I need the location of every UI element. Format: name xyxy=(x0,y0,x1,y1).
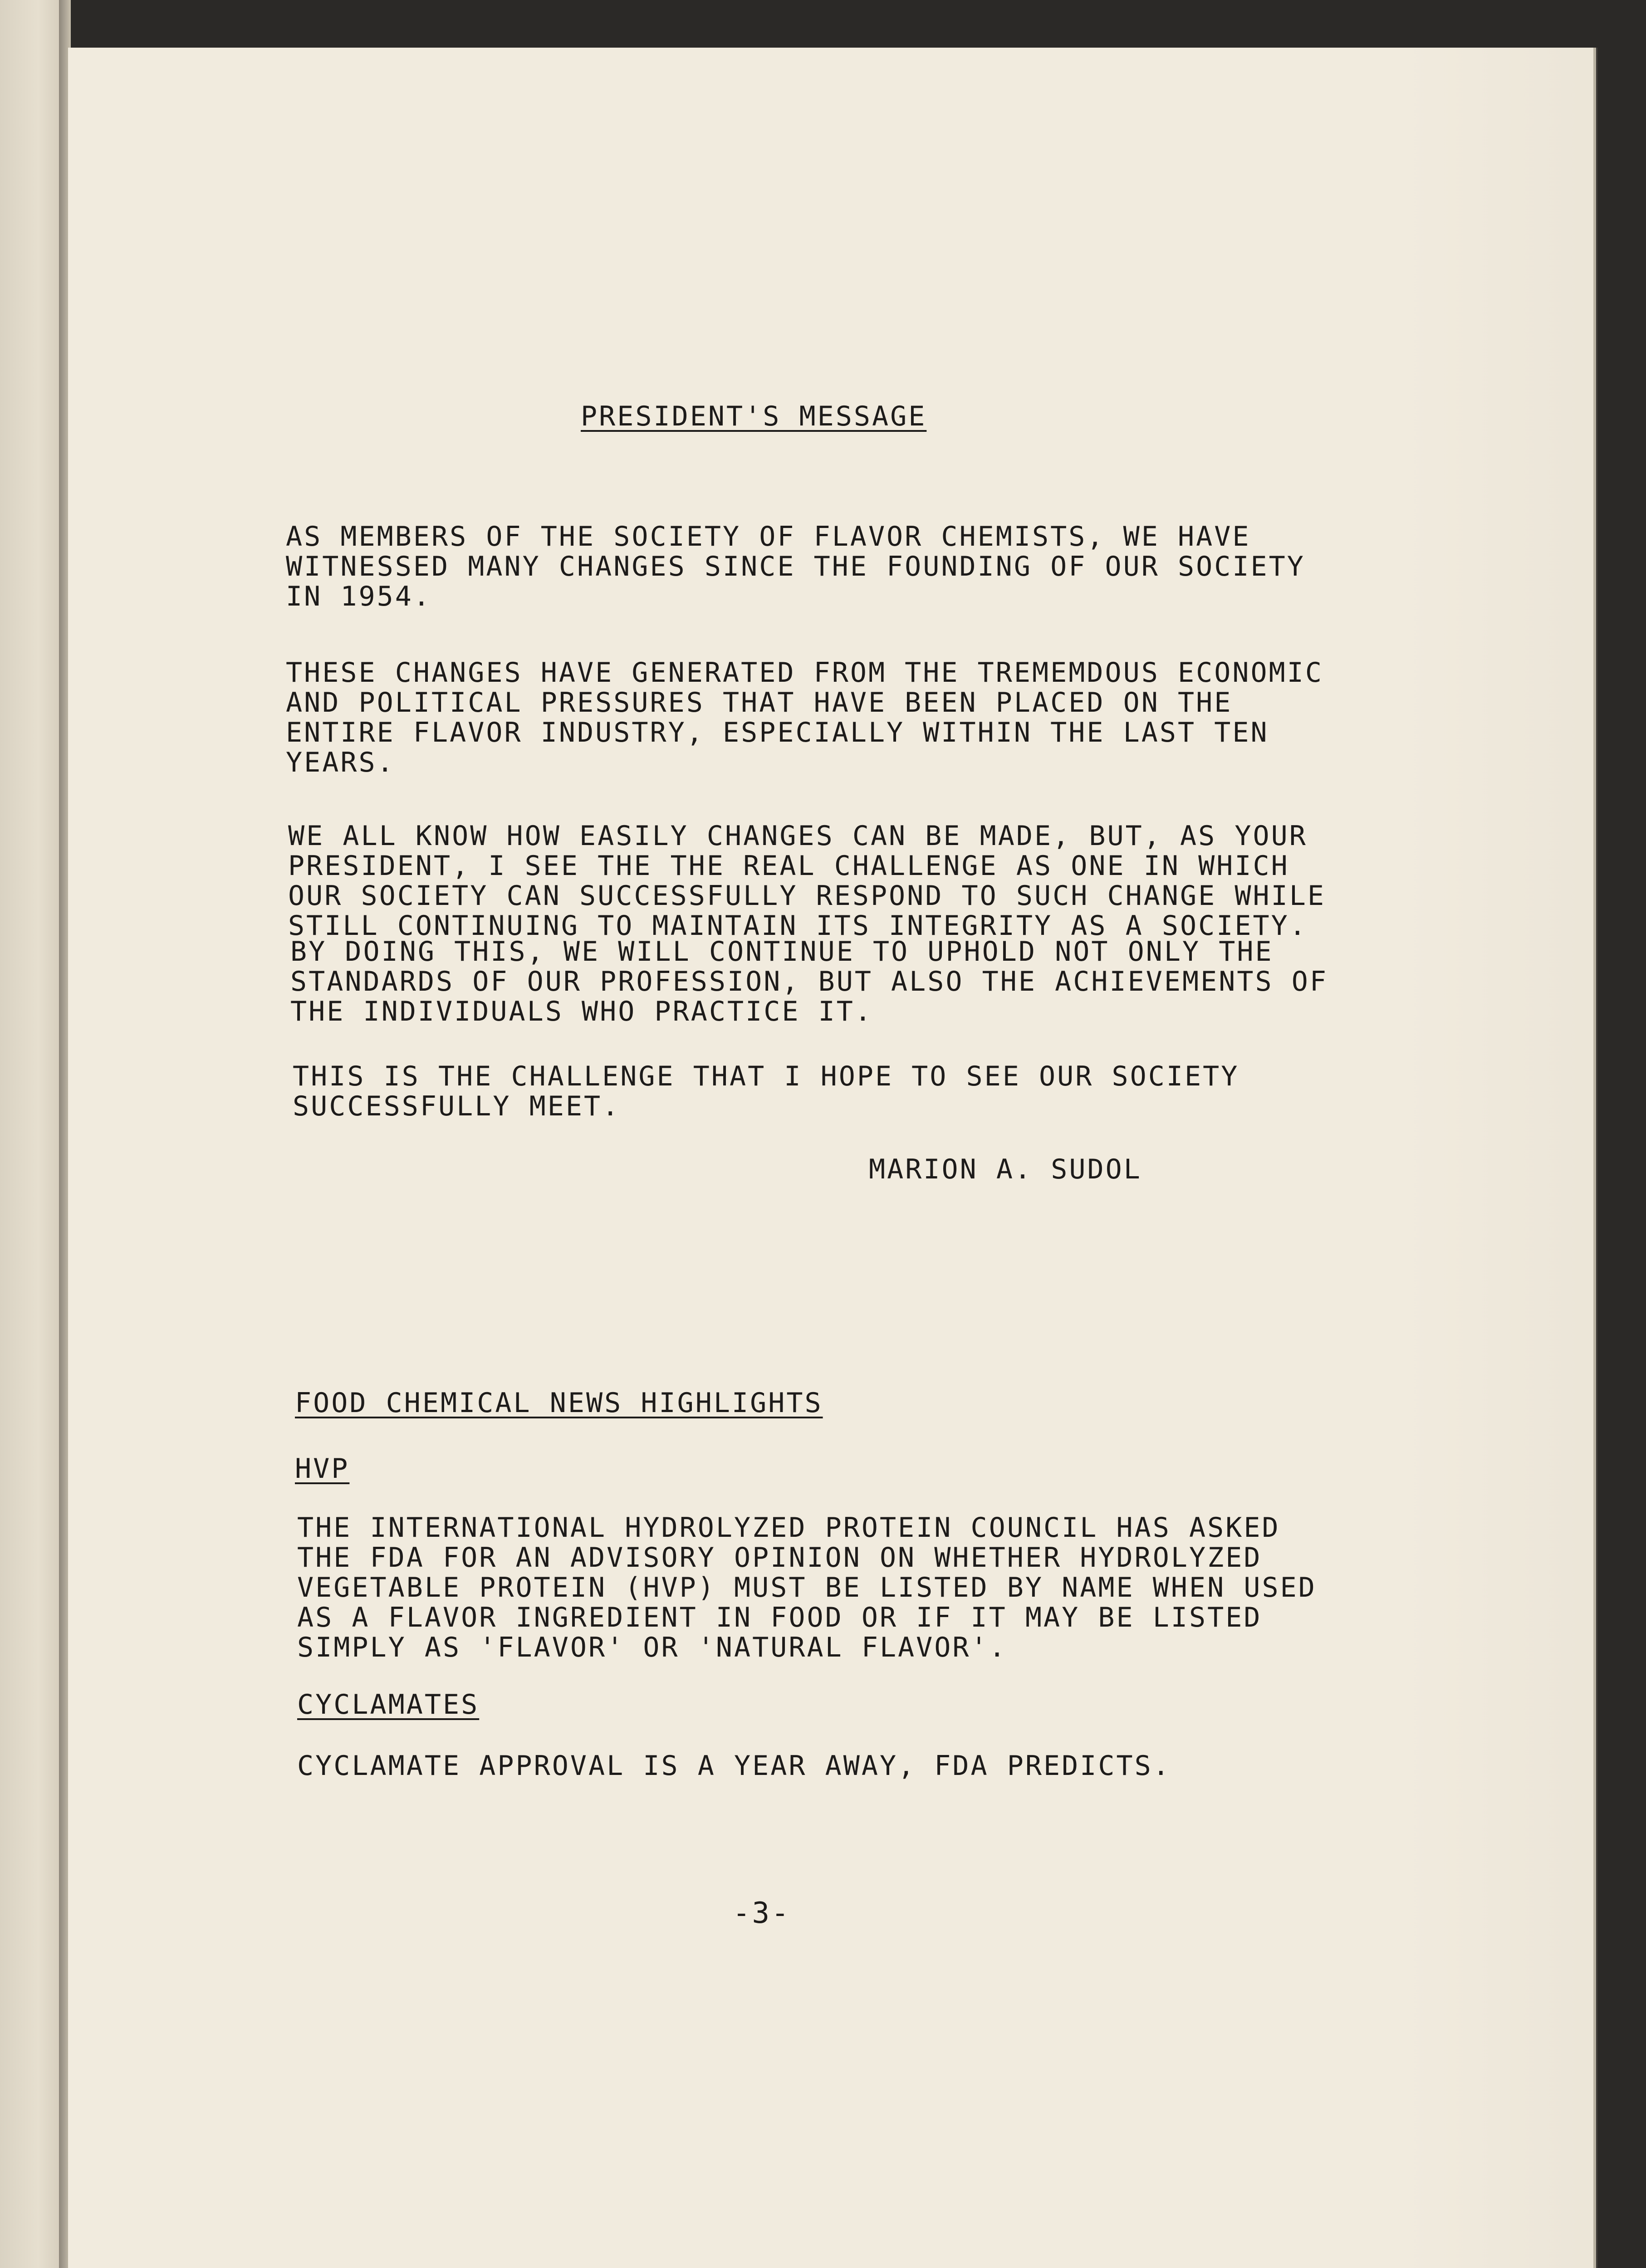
cyclamates-heading: CYCLAMATES xyxy=(297,1689,480,1721)
document-page xyxy=(68,48,1593,2268)
news-highlights-heading: FOOD CHEMICAL NEWS HIGHLIGHTS xyxy=(295,1387,823,1419)
message-paragraph-3: WE ALL KNOW HOW EASILY CHANGES CAN BE MADE, BUT, AS YOUR PRESIDENT, I SEE THE THE REAL CHALLENGE AS ONE IN WHICH OUR SOCIETY CAN SUCCESSFULLY RESPOND TO SUCH CHANGE WHILE STILL CONTINUING TO MAINTAIN ITS INTEGRITY AS A SOCIETY. xyxy=(288,820,1326,942)
message-paragraph-2: THESE CHANGES HAVE GENERATED FROM THE TREMEMDOUS ECONOMIC AND POLITICAL PRESSURES THAT HAVE BEEN PLACED ON THE ENTIRE FLAVOR INDUSTRY, ESPECIALLY WITHIN THE LAST TEN YEARS. xyxy=(286,657,1324,778)
presidents-message-heading: PRESIDENT'S MESSAGE xyxy=(581,401,927,432)
facing-page-edge xyxy=(0,0,64,2268)
hvp-heading: HVP xyxy=(295,1453,350,1485)
message-paragraph-5: THIS IS THE CHALLENGE THAT I HOPE TO SEE OUR SOCIETY SUCCESSFULLY MEET. xyxy=(293,1061,1239,1122)
cyclamates-paragraph: CYCLAMATE APPROVAL IS A YEAR AWAY, FDA PREDICTS. xyxy=(297,1750,1171,1782)
hvp-paragraph: THE INTERNATIONAL HYDROLYZED PROTEIN COUNCIL HAS ASKED THE FDA FOR AN ADVISORY OPINION ON WHETHER HYDROLYZED VEGETABLE PROTEIN (HVP) MUST BE LISTED BY NAME WHEN USED AS A FLAVOR INGREDIENT IN FOOD OR IF IT MAY BE LISTED SIMPLY AS 'FLAVOR' OR 'NATURAL FLAVOR'. xyxy=(297,1512,1317,1663)
signature: MARION A. SUDOL xyxy=(869,1154,1142,1185)
page-number: -3- xyxy=(733,1897,791,1930)
message-paragraph-4: BY DOING THIS, WE WILL CONTINUE TO UPHOLD NOT ONLY THE STANDARDS OF OUR PROFESSION, BUT ALSO THE ACHIEVEMENTS OF THE INDIVIDUALS WHO PRACTICE IT. xyxy=(290,936,1328,1027)
message-paragraph-1: AS MEMBERS OF THE SOCIETY OF FLAVOR CHEMISTS, WE HAVE WITNESSED MANY CHANGES SINCE THE FOUNDING OF OUR SOCIETY IN 1954. xyxy=(286,521,1305,612)
